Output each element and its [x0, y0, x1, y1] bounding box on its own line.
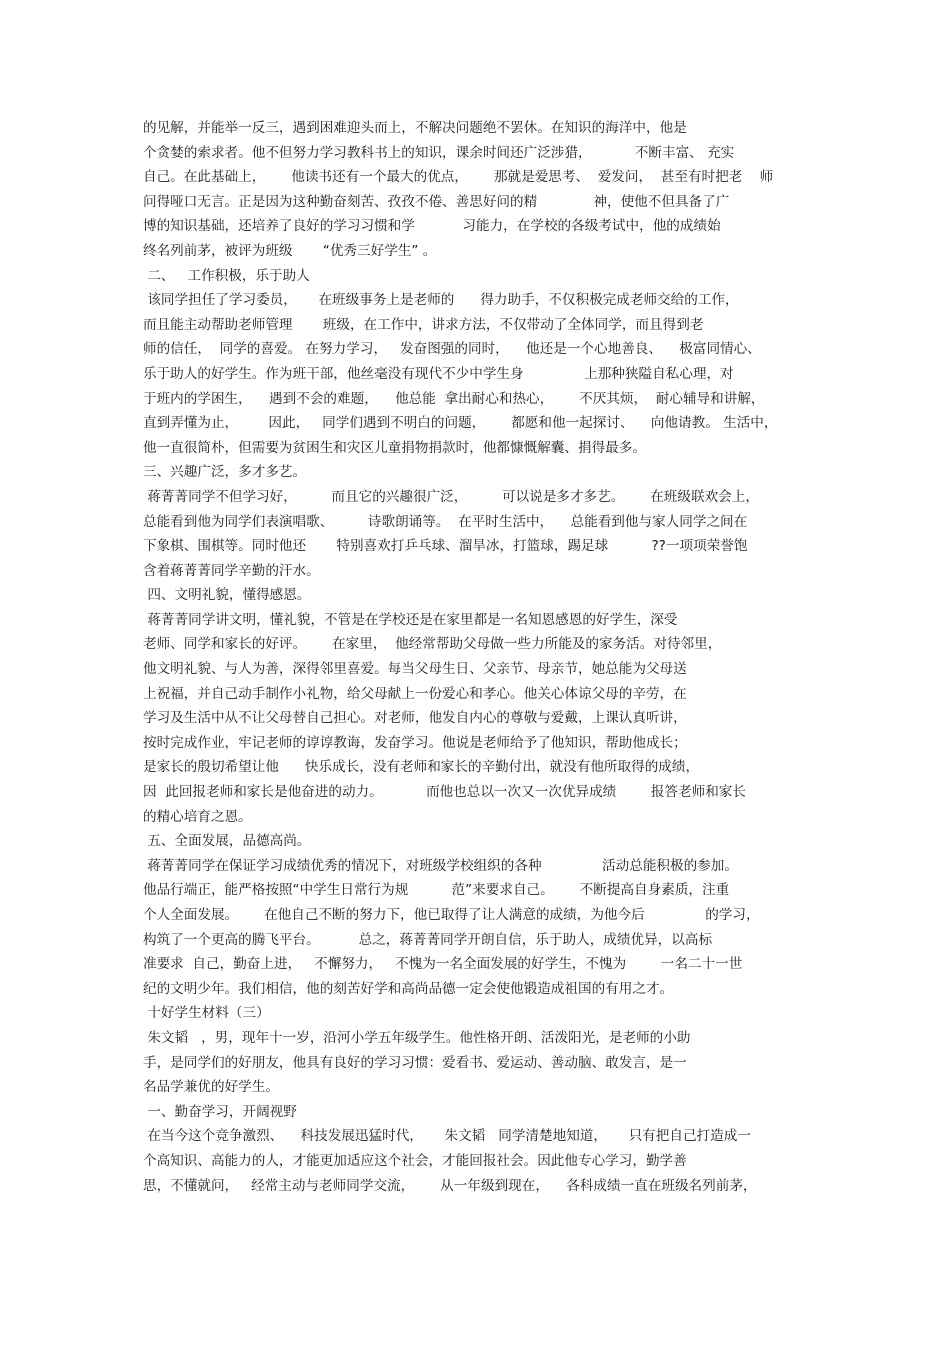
text-line: 准要求 自己，勤奋上进， 不懈努力， 不愧为一名全面发展的好学生，不愧为 一名二十一世	[143, 956, 743, 973]
text-line: 十好学生材料（三）	[143, 1005, 270, 1022]
text-line: 乐于助人的好学生。作为班干部，他丝毫没有现代不少中学生身 上那种狭隘自私心理，对	[143, 365, 734, 382]
text-line: 纪的文明少年。我们相信，他的刻苦好学和高尚品德一定会使他锻造成祖国的有用之才。	[143, 980, 674, 997]
text-line: 个人全面发展。 在他自己不断的努力下，他已取得了让人满意的成绩，为他今后 的学习，	[143, 907, 760, 923]
text-line: 蒋菁菁同学在保证学习成绩优秀的情况下，对班级学校组织的各种 活动总能积极的参加。	[143, 857, 738, 874]
text-line: 师的信任， 同学的喜爱。 在努力学习， 发奋图强的同时， 他还是一个心地善良、 极富同情心、	[143, 341, 761, 358]
text-line: 在当今这个竞争激烈、 科技发展迅猛时代， 朱文韬 同学清楚地知道， 只有把自己打造成一	[143, 1128, 751, 1145]
text-line: 的精心培育之恩。	[143, 808, 252, 825]
text-line: 二、 工作积极，乐于助人	[143, 267, 310, 284]
text-line: 按时完成作业，牢记老师的谆谆教诲，发奋学习。他说是老师给予了他知识，帮助他成长；	[143, 734, 687, 751]
text-line: 蒋菁菁同学不但学习好， 而且它的兴趣很广泛， 可以说是多才多艺。 在班级联欢会上，	[143, 488, 759, 505]
text-line: 学习及生活中从不让父母替自己担心。对老师，他发自内心的尊敬与爱戴，上课认真听讲，	[143, 710, 687, 727]
document-body	[143, 116, 813, 1198]
text-line: 含着蒋菁菁同学辛勤的汗水。	[143, 562, 320, 579]
text-line: 而且能主动帮助老师管理 班级，在工作中，讲求方法，不仅带动了全体同学，而且得到老	[143, 316, 704, 333]
text-line: 四、文明礼貌，懂得感恩。	[143, 587, 311, 604]
text-line: 博的知识基础，还培养了良好的学习习惯和学 习能力，在学校的各级考试中，他的成绩始	[143, 218, 721, 235]
text-line: 蒋菁菁同学讲文明，懂礼貌，不管是在学校还是在家里都是一名知恩感恩的好学生，深受	[143, 611, 678, 628]
text-line: 是家长的殷切希望让他 快乐成长，没有老师和家长的辛勤付出，就没有他所取得的成绩，	[143, 759, 700, 776]
text-line: 总能看到他为同学们表演唱歌、 诗歌朗诵等。 在平时生活中， 总能看到他与家人同学之间在	[143, 513, 748, 530]
text-line: 个高知识、高能力的人，才能更加适应这个社会，才能回报社会。因此他专心学习，勤学善	[143, 1152, 687, 1169]
text-line: 个贪婪的索求者。他不但努力学习教科书上的知识，课余时间还广泛涉猎， 不断丰富、 充实	[143, 144, 735, 161]
text-line: 三、兴趣广泛，多才多艺。	[143, 464, 307, 481]
text-line: 朱文韬 ，男，现年十一岁，沿河小学五年级学生。他性格开朗、活泼阳光，是老师的小助	[143, 1029, 691, 1046]
text-line: 思，不懂就问， 经常主动与老师同学交流， 从一年级到现在， 各科成绩一直在班级名列前茅，	[143, 1177, 757, 1194]
text-line: 下象棋、围棋等。同时他还 特别喜欢打乒乓球、溜旱冰，打篮球，踢足球 ??一项项荣誉饱	[143, 538, 748, 555]
text-line: 问得哑口无言。正是因为这种勤奋刻苦、孜孜不倦、善思好问的精 神，使他不但具备了广	[143, 193, 730, 210]
text-line: 五、全面发展，品德高尚。	[143, 833, 311, 850]
text-line: 于班内的学困生， 遇到不会的难题， 他总能 拿出耐心和热心， 不厌其烦， 耐心辅导和讲解，	[143, 390, 765, 407]
text-line: 老师、同学和家长的好评。 在家里， 他经常帮助父母做一些力所能及的家务活。对待邻里，	[143, 636, 722, 653]
text-line: 因 此回报老师和家长是他奋进的动力。 而他也总以一次又一次优异成绩 报答老师和家长	[143, 784, 746, 801]
text-line: 他文明礼貌、与人为善，深得邻里喜爱。每当父母生日、父亲节、母亲节，她总能为父母送	[143, 661, 687, 678]
text-line: 终名列前茅，被评为班级 “优秀三好学生” 。	[143, 242, 437, 259]
text-line: 名品学兼优的好学生。	[143, 1079, 279, 1096]
text-line: 一、勤奋学习，开阔视野	[143, 1103, 297, 1120]
text-line: 自己。在此基础上， 他读书还有一个最大的优点， 那就是爱思考、 爱发问， 甚至有时把老 师	[143, 169, 774, 186]
text-line: 的见解，并能举一反三，遇到困难迎头而上，不解决问题绝不罢休。在知识的海洋中，他是	[143, 120, 687, 136]
text-line: 该同学担任了学习委员， 在班级事务上是老师的 得力助手，不仅积极完成老师交给的工作，	[143, 292, 739, 309]
text-line: 他品行端正，能严格按照“中学生日常行为规 范”来要求自己。 不断提高自身素质，注重	[143, 882, 730, 899]
text-line: 他一直很简朴，但需要为贫困生和灾区儿童捐物捐款时，他都慷慨解囊、捐得最多。	[143, 439, 646, 456]
text-line: 构筑了一个更高的腾飞平台。 总之，蒋菁菁同学开朗自信，乐于助人，成绩优异，以高标	[143, 931, 713, 948]
text-line: 上祝福，并自己动手制作小礼物，给父母献上一份爱心和孝心。他关心体谅父母的辛劳，在	[143, 685, 687, 702]
text-line: 手，是同学们的好朋友，他具有良好的学习习惯：爱看书、爱运动、善动脑、敢发言，是一	[143, 1054, 687, 1071]
text-line: 直到弄懂为止， 因此， 同学们遇到不明白的问题， 都愿和他一起探讨、 向他请教。 生活中，	[143, 415, 778, 432]
